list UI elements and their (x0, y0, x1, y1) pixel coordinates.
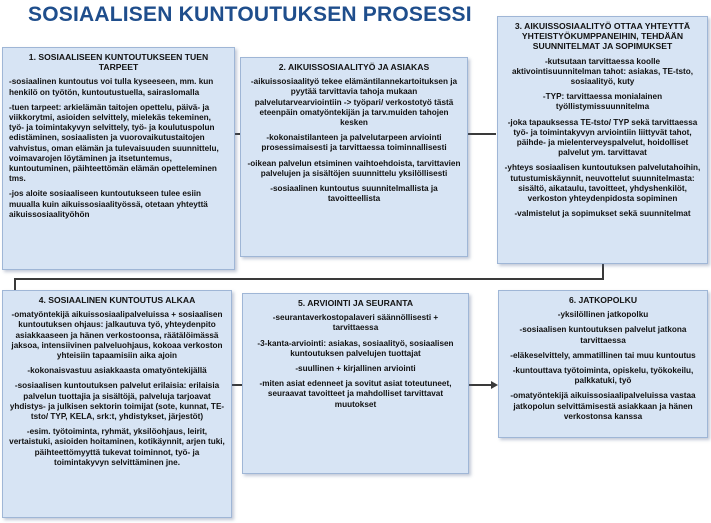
step-3-item: -joka tapauksessa TE-tsto/ TYP sekä tarvittaessa työ- ja toimintakyvyn arviointiin liittyvät tahot, päihde- ja mielenterveyspalvelut, hoidolliset palvelut ym. tarvittavat (507, 117, 698, 158)
step-1-item: -tuen tarpeet: arkielämän taitojen opettelu, päivä- ja viikkorytmi, asioiden selvittely, mielekäs tekeminen, työ- ja toimintakyvyn selvittely, työ- ja koulutuspolun edistäminen, sosiaalisten ja vuorovaikutustaitojen vahvistus, oman elämän ja tulevaisuuden suunnittelu, voimavarojen löytäminen ja itsetuntemus, kuntoutuminen, päihteettömän elämän opetteleminen tms. (9, 102, 219, 184)
step-2-heading: 2. AIKUISSOSIAALITYÖ JA ASIAKAS (278, 62, 430, 72)
step-6-item: -omatyöntekijä aikuissosiaalipalveluissa vastaa jatkopolun selvittämisestä asiakkaan ja hänen verkostonsa kanssa (510, 391, 696, 421)
step-5-heading: 5. ARVIOINTI JA SEURANTA (297, 298, 414, 308)
step-1-heading: 1. SOSIAALISEEN KUNTOUTUKSEEN TUEN TARPEET (28, 52, 209, 73)
step-3-box (497, 16, 708, 264)
step-5-box (242, 293, 469, 474)
connector-3-4-down (14, 278, 16, 290)
step-6-item: -kuntouttava työtoiminta, opiskelu, työkokeilu, palkkatuki, työ (512, 366, 694, 386)
step-1-item: -sosiaalinen kuntoutus voi tulla kyseeseen, mm. kun henkilö on työtön, kuntoutustuella, sairaslomalla (9, 77, 214, 97)
step-6-item: -eläkeselvittely, ammatillinen tai muu kuntoutus (510, 350, 696, 360)
step-1-box (2, 47, 235, 270)
step-5-item: -seurantaverkostopalaveri säännöllisesti + tarvittaessa (272, 313, 439, 333)
step-5-item: -miten asiat edenneet ja sovitut asiat toteutuneet, seuraavat tavoitteet ja mahdolliset tarvittavat muutokset (259, 379, 452, 409)
step-3-item: -yhteys sosiaalisen kuntoutuksen palvelutahoihin, tutustumiskäynnit, neuvottelut suunnitelmasta: sisältö, aikataulu, tavoitteet, yhdyshenkilöt, verkoston yhteydenpidosta sopiminen (504, 163, 701, 204)
step-4-item: -esim. työtoiminta, ryhmät, yksilöohjaus, leirit, vertaistuki, asioiden hoitaminen, kotikäynnit, arjen tuki, päihteettömyyttä tukevat toiminnot, työ- ja toimintakyvyn selvittäminen jne. (9, 427, 225, 467)
step-5-item: -3-kanta-arviointi: asiakas, sosiaalityö, sosiaalisen kuntoutuksen palvelujen tuottajat (257, 338, 454, 358)
step-1-item: -jos aloite sosiaaliseen kuntoutukseen tulee esiin muualla kuin aikuissosiaalityössä, otetaan yhteyttä aikuissosiaalityöhön (9, 189, 208, 219)
step-6-item: -sosiaalisen kuntoutuksen palvelut jatkona tarvittaessa (519, 325, 687, 345)
step-2-box (240, 57, 468, 257)
connector-3-down (602, 263, 604, 279)
step-4-item: -sosiaalisen kuntoutuksen palvelut erilaisia: erilaisia palvelun tuottajia ja sisältöjä, palveluja tarjoavat yhdistys- ja julkisen sektorin toimijat (sote, kunnat, TE-tsto/ TYP, KELA, srk:t, yhdistykset, järjestöt) (9, 381, 225, 422)
step-3-item: -kutsutaan tarvittaessa koolle aktivointisuunnitelman tahot: asiakas, TE-tsto, sosiaalityö, kuty (511, 56, 694, 87)
step-4-item: -omatyöntekijä aikuissosiaalipalveluissa + sosiaalisen kuntoutuksen ohjaus: jalkautuva työ, yhteydenpito asiakkaaseen ja hänen verkostoonsa, räätälöimässä jaksoa, intensiivinen palveluohjaus, kokoaa verkoston yhteisiin tapaamisiin aika ajoin (11, 310, 223, 361)
arrowhead-5-6 (491, 381, 498, 389)
step-6-box (498, 290, 708, 438)
step-6-item: -yksilöllinen jatkopolku (557, 310, 649, 320)
step-2-item: -aikuissosiaalityö tekee elämäntilannekartoituksen ja pyytää tarvittavia tahoja mukaan palvelutarvearviointiin -> työpari/ verkostotyö tästä eteenpäin omatyöntekijän ja tarv.muiden tahojen kesken (250, 77, 458, 128)
step-4-box (2, 290, 232, 518)
step-2-item: -kokonaistilanteen ja palvelutarpeen arviointi prosessimaisesti ja tarvittaessa toiminnallisesti (261, 133, 447, 153)
step-4-item: -kokonaisvastuu asiakkaasta omatyöntekijällä (27, 366, 207, 376)
step-2-item: -sosiaalinen kuntoutus suunnitelmallista ja tavoitteellista (270, 184, 438, 204)
step-3-item: -TYP: tarvittaessa monialainen työllistymissuunnitelma (542, 92, 663, 112)
connector-4-5 (232, 384, 242, 386)
step-3-item: -valmistelut ja sopimukset sekä suunnitelmat (514, 209, 691, 219)
step-6-heading: 6. JATKOPOLKU (568, 295, 638, 305)
step-4-heading: 4. SOSIAALINEN KUNTOUTUS ALKAA (38, 295, 196, 305)
connector-2-3 (468, 133, 496, 135)
step-2-item: -oikean palvelun etsiminen vaihtoehdoista, tarvittavien palvelujen ja sisältöjen suunnittelu yksilöllisesti (247, 158, 461, 178)
page-title: SOSIAALISEN KUNTOUTUKSEN PROSESSI (28, 3, 472, 26)
step-5-item: -suullinen + kirjallinen arviointi (295, 364, 416, 374)
connector-3-4-horizontal (14, 278, 604, 280)
step-3-heading: 3. AIKUISSOSIAALITYÖ OTTAA YHTEYTTÄ YHTEISTYÖKUMPPANEIHIN, TEHDÄÄN SUUNNITELMAT JA SOPIMUKSET (514, 21, 691, 52)
connector-5-6 (469, 384, 491, 386)
